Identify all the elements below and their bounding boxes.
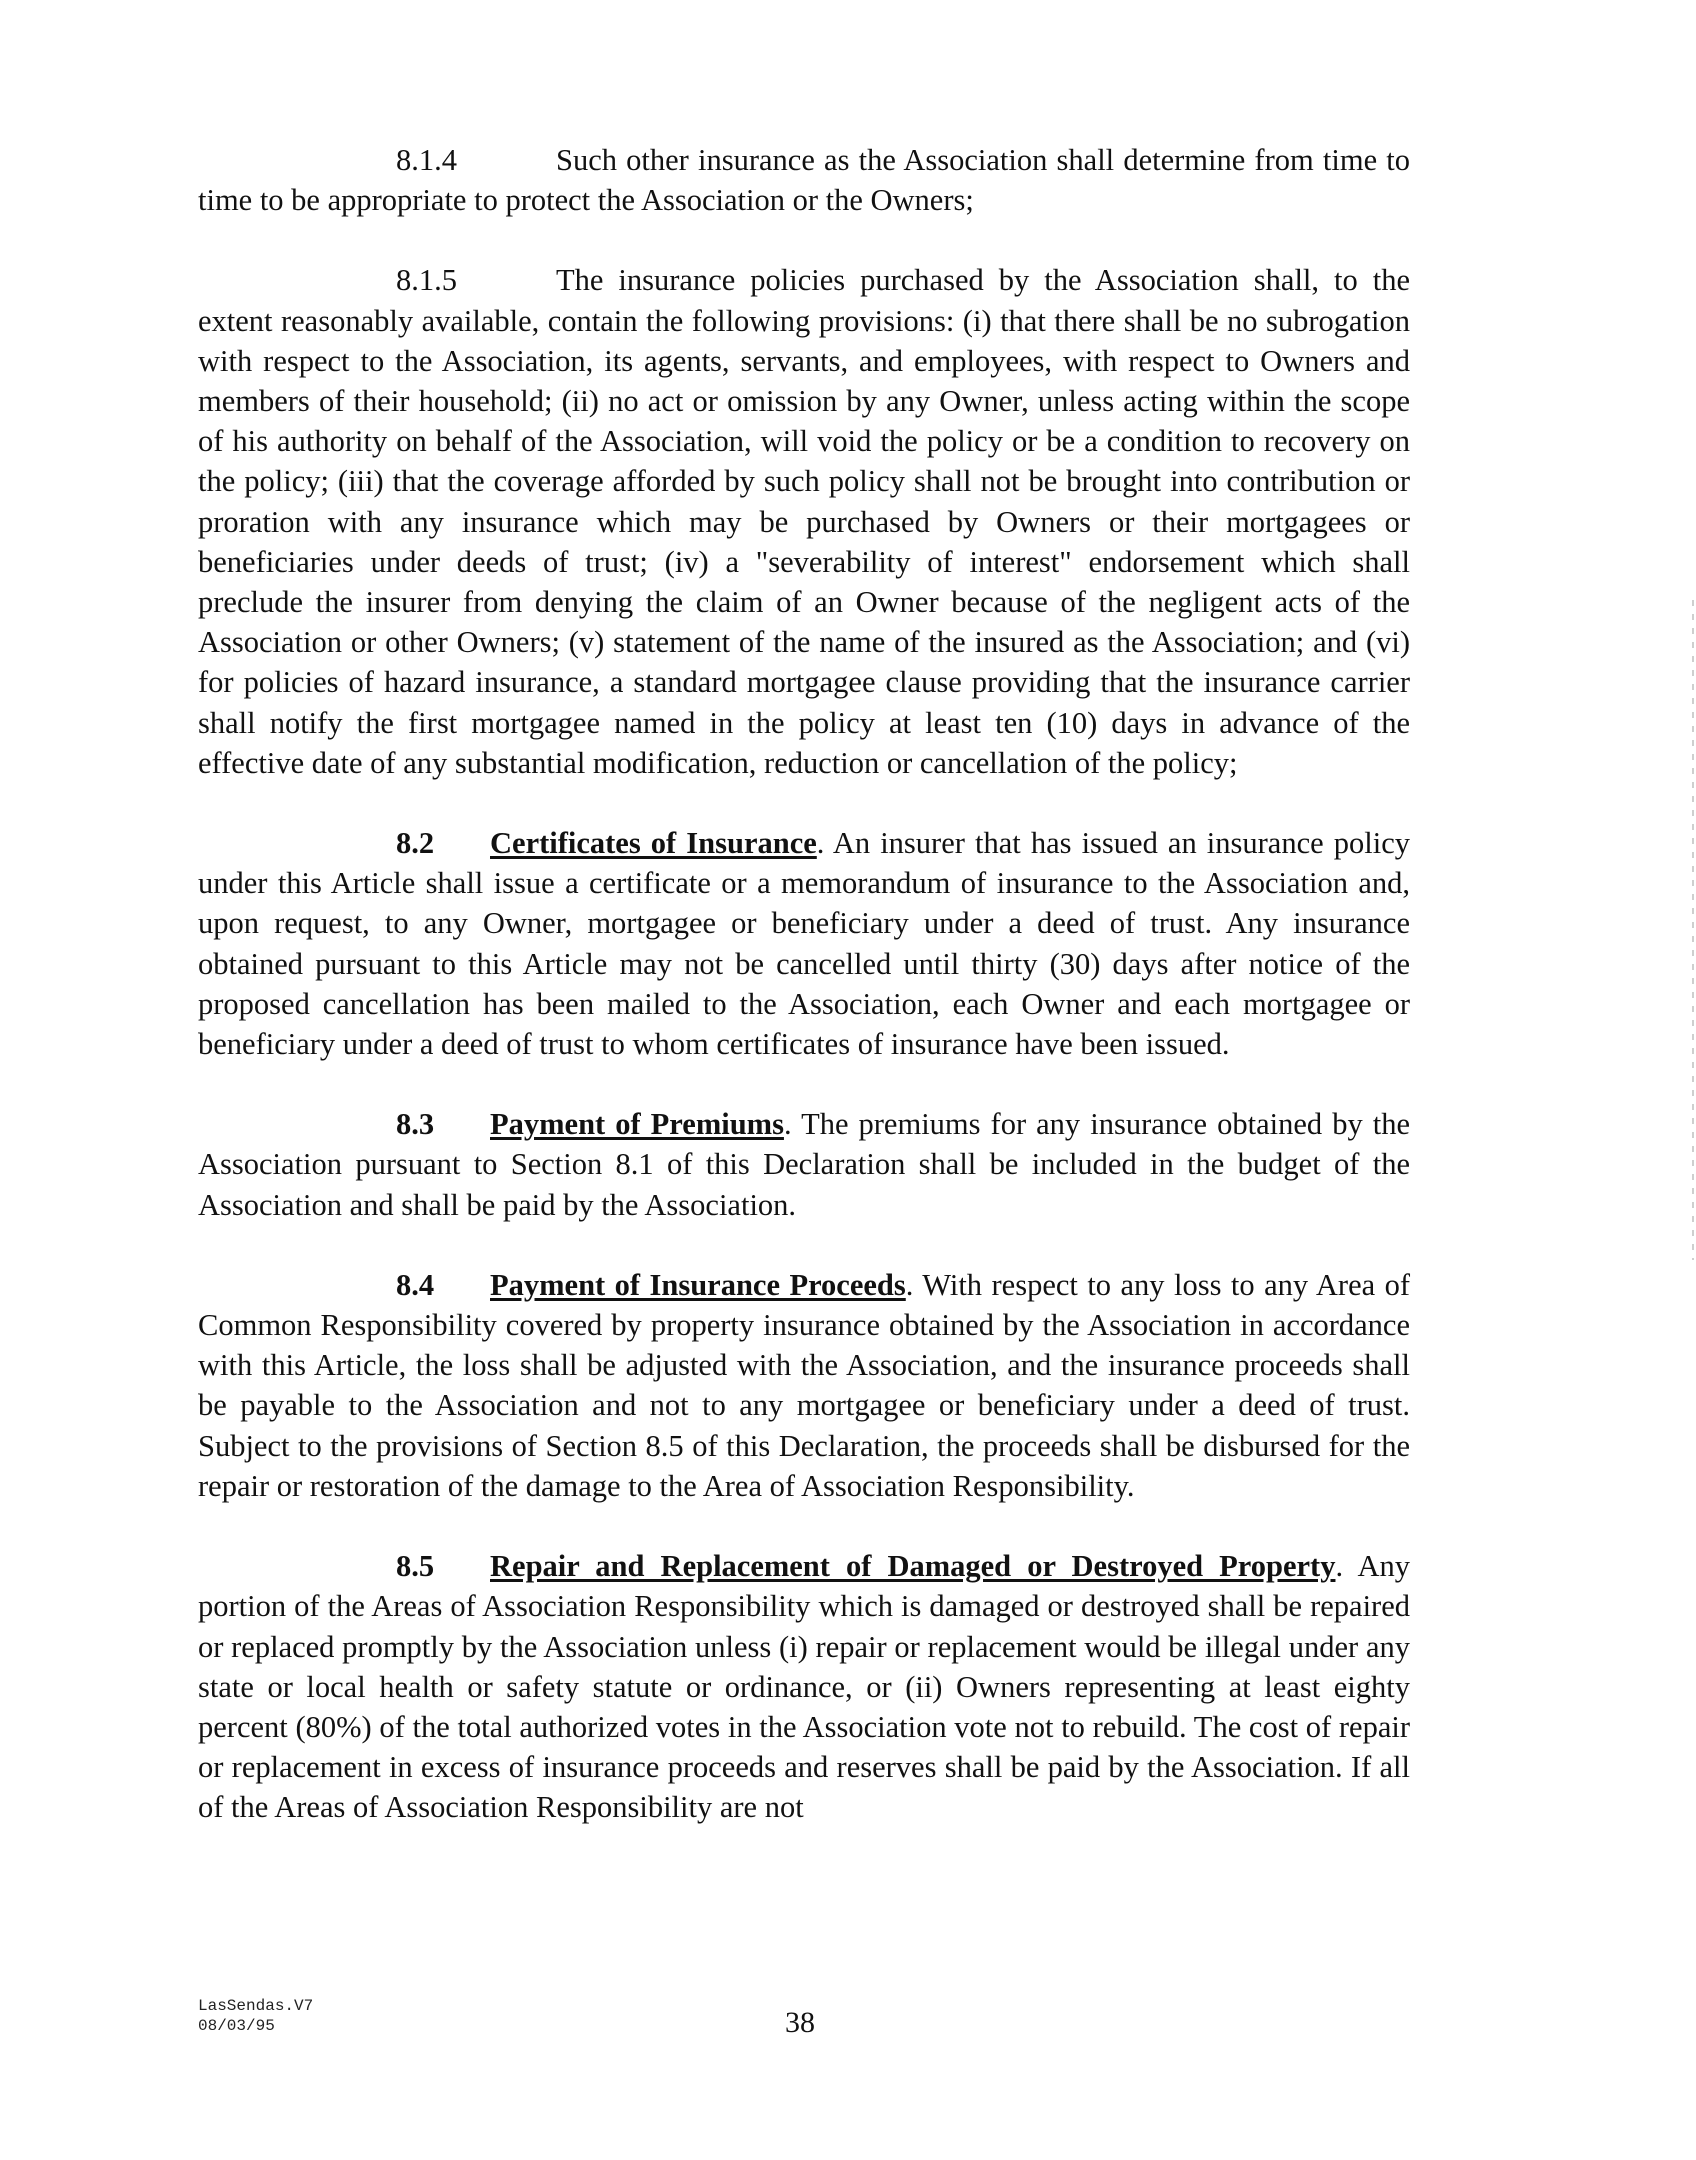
scan-margin-mark: [1692, 600, 1694, 1260]
section-number: 8.1.4: [396, 143, 457, 177]
section-heading: Payment of Premiums: [490, 1107, 784, 1142]
section-text: . Any portion of the Areas of Association Responsibility which is damaged or destroyed shall be repaired or replaced promptly by the Association unless (i) repair or replacement would be illegal under any state or local health or safety statute or ordinance, or (ii) Owners representing at least eighty percent (80%) of the total authorized votes in the Association vote not to rebuild. The cost of repair or replacement in excess of insurance proceeds and reserves shall be paid by the Association. If all of the Areas of Association Responsibility are not: [198, 1549, 1411, 1825]
section-8-2: [198, 823, 1410, 1064]
section-8-1-4: [198, 140, 1410, 220]
section-number: 8.5: [396, 1549, 435, 1584]
section-number: 8.2: [396, 826, 435, 861]
section-heading: Repair and Replacement of Damaged or Destroyed Property: [490, 1549, 1336, 1584]
section-heading: Payment of Insurance Proceeds: [490, 1267, 906, 1302]
section-8-4: [198, 1265, 1410, 1506]
section-text: Such other insurance as the Association shall determine from time to time to be appropriate to protect the Association or the Owners;: [198, 143, 1410, 218]
section-8-3: [198, 1104, 1410, 1225]
section-text: . With respect to any loss to any Area of Common Responsibility covered by property insurance obtained by the Association in accordance with this Article, the loss shall be adjusted with the Association, and the insurance proceeds shall be payable to the Association and not to any mortgagee or beneficiary under a deed of trust. Subject to the provisions of Section 8.5 of this Declaration, the proceeds shall be disbursed for the repair or restoration of the damage to the Area of Association Responsibility.: [198, 1267, 1410, 1503]
section-text: . The premiums for any insurance obtained by the Association pursuant to Section 8.1 of this Declaration shall be included in the budget of the Association and shall be paid by the Association.: [198, 1107, 1410, 1222]
section-text: The insurance policies purchased by the Association shall, to the extent reasonably available, contain the following provisions: (i) that there shall be no subrogation with respect to the Association, its agents, servants, and employees, with respect to Owners and members of their household; (ii) no act or omission by any Owner, unless acting within the scope of his authority on behalf of the Association, will void the policy or be a condition to recovery on the policy; (iii) that the coverage afforded by such policy shall not be brought into contribution or proration with any insurance which may be purchased by Owners or their mortgagees or beneficiaries under deeds of trust; (iv) a "severability of interest" endorsement which shall preclude the insurer from denying the claim of an Owner because of the negligent acts of the Association or other Owners; (v) statement of the name of the insured as the Association; and (vi) for policies of hazard insurance, a standard mortgagee clause providing that the insurance carrier shall notify the first mortgagee named in the policy at least ten (10) days in advance of the effective date of any substantial modification, reduction or cancellation of the policy;: [198, 263, 1410, 780]
footer-file-info: [198, 1996, 313, 2036]
section-8-1-5: [198, 260, 1410, 783]
section-text: . An insurer that has issued an insurance policy under this Article shall issue a certificate or a memorandum of insurance to the Association and, upon request, to any Owner, mortgagee or beneficiary under a deed of trust. Any insurance obtained pursuant to this Article may not be cancelled until thirty (30) days after notice of the proposed cancellation has been mailed to the Association, each Owner and each mortgagee or beneficiary under a deed of trust to whom certificates of insurance have been issued.: [198, 826, 1410, 1062]
section-number: 8.3: [396, 1107, 435, 1142]
page-number: 38: [785, 2006, 815, 2039]
section-number: 8.1.5: [396, 263, 457, 298]
footer-file-name: LasSendas.V7: [198, 1997, 314, 2015]
section-number: 8.4: [396, 1267, 435, 1302]
section-heading: Certificates of Insurance: [490, 826, 817, 861]
document-body: [198, 140, 1410, 1868]
footer-date: 08/03/95: [198, 2017, 275, 2035]
section-8-5: [198, 1546, 1410, 1827]
